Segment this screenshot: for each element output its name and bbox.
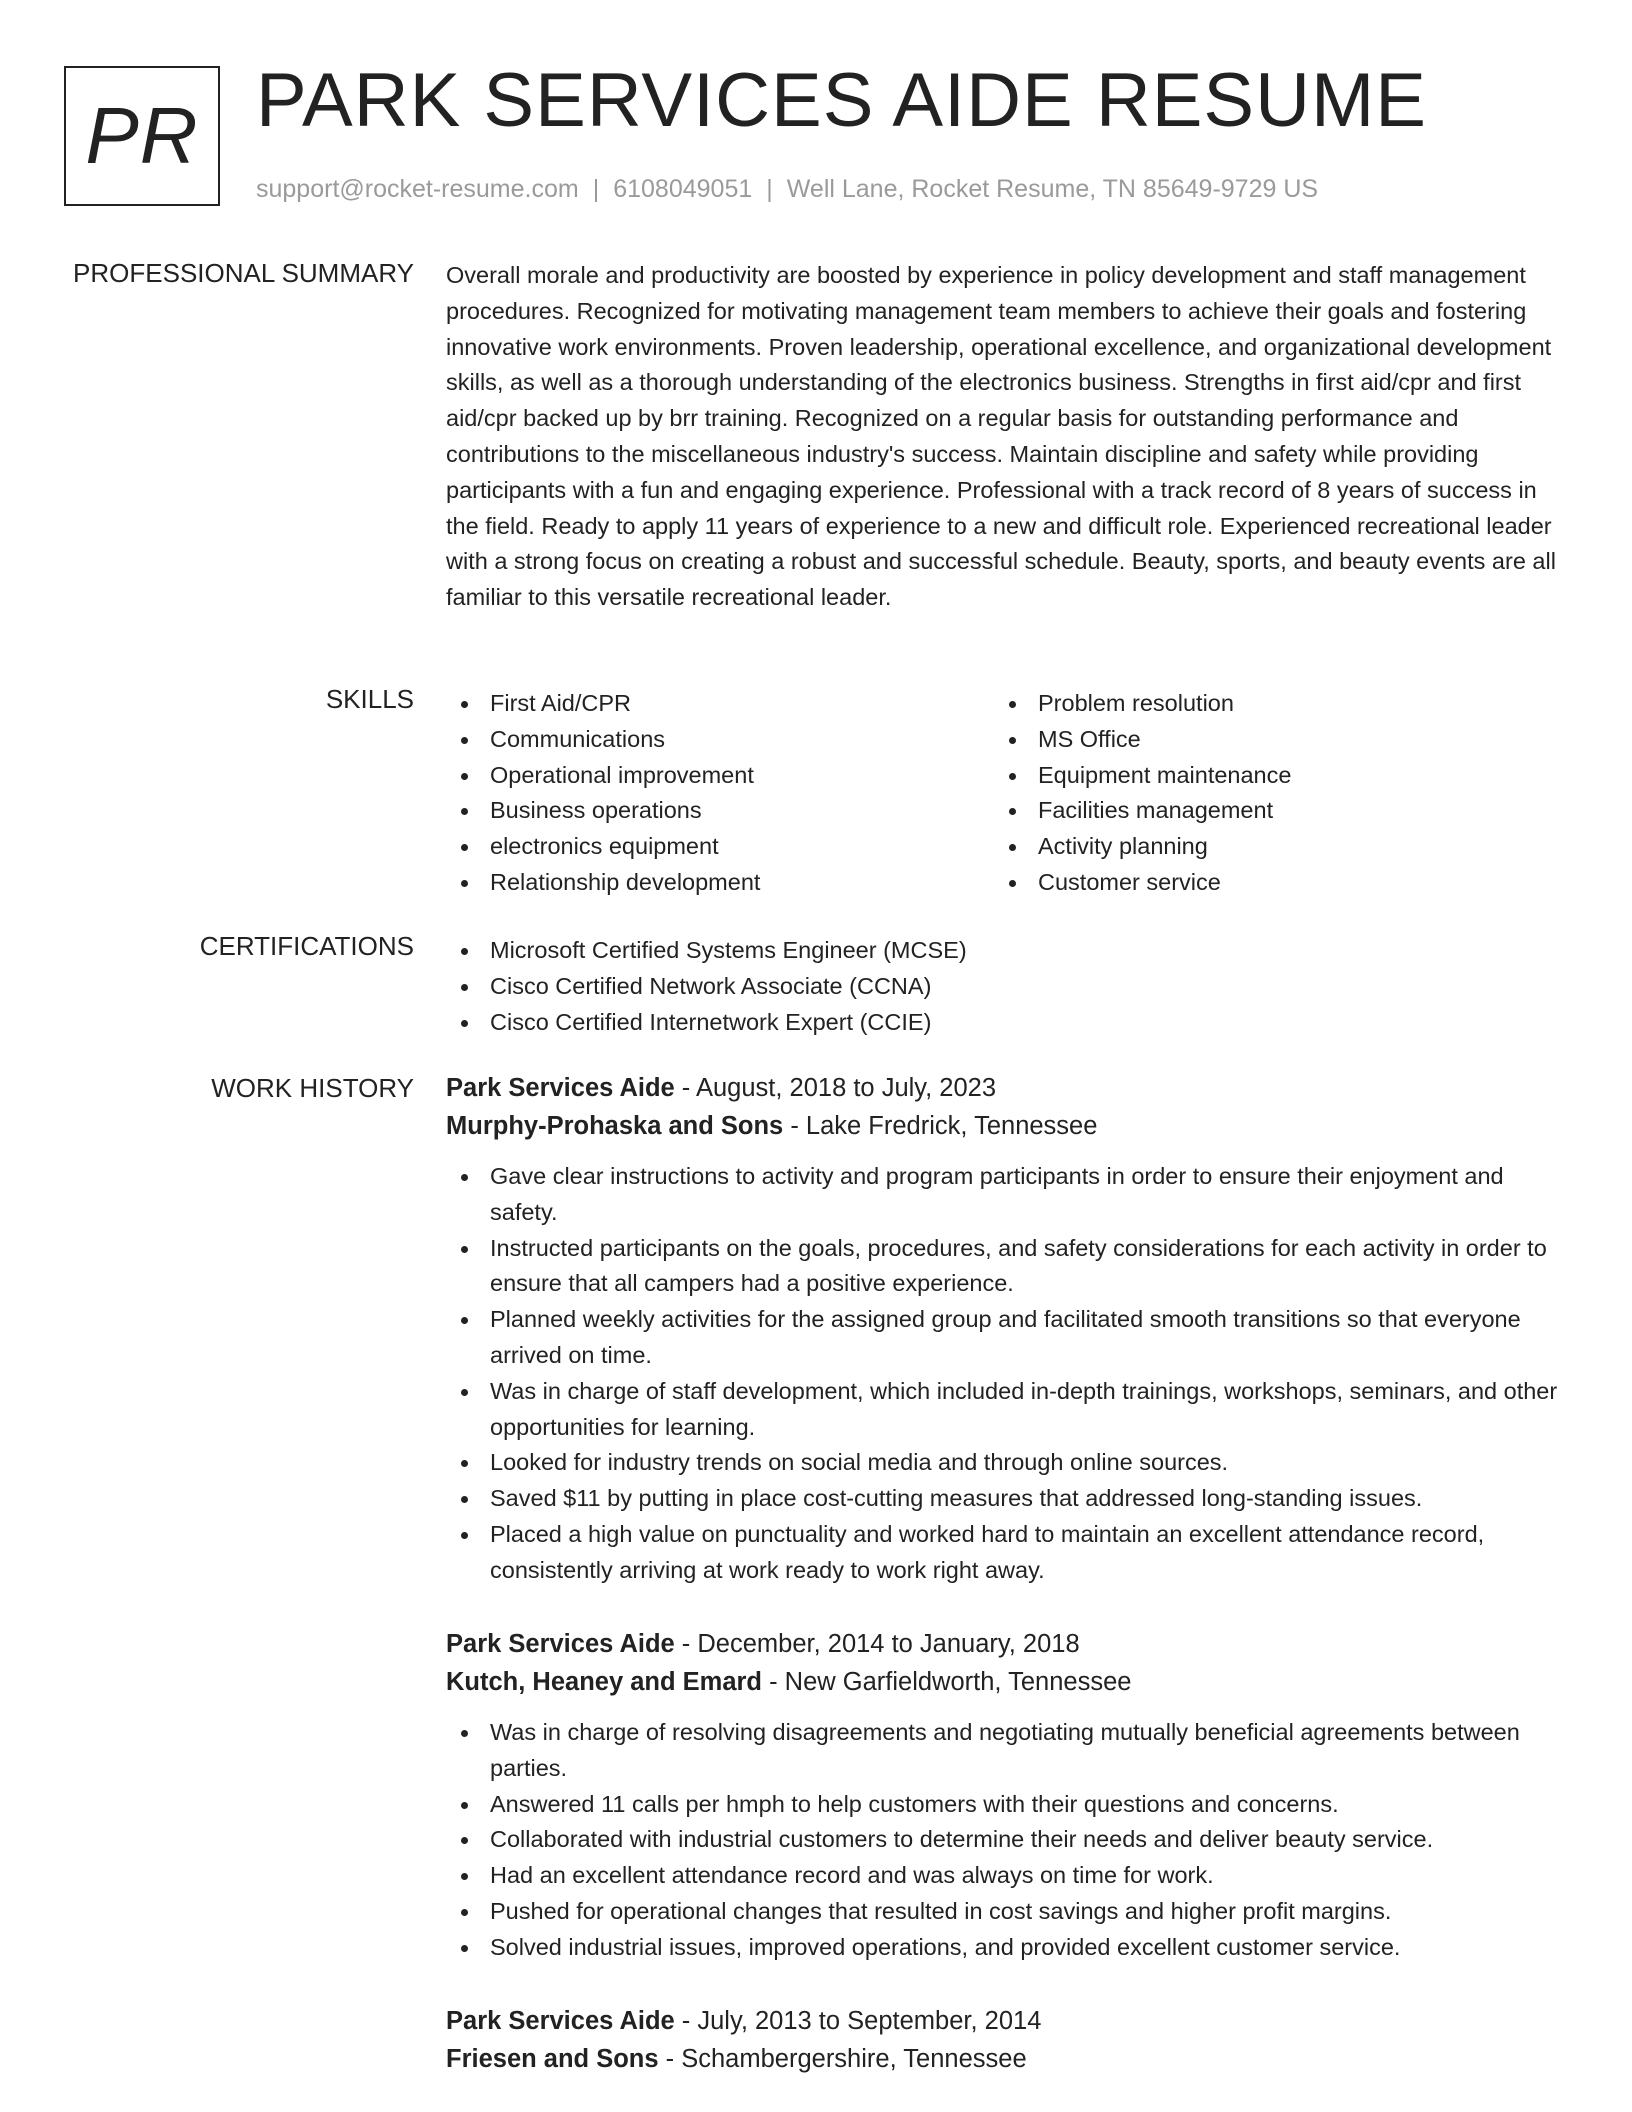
- job-bullet: Instructed participants on the goals, procedures, and safety considerations for each activity in order to ensure that all campers had a positive experience.: [446, 1231, 1558, 1303]
- job-title: Park Services Aide: [446, 1630, 675, 1658]
- certification-item: Cisco Certified Internetwork Expert (CCIE): [446, 1005, 1558, 1041]
- job-bullet: Answered 11 calls per hmph to help customers with their questions and concerns.: [446, 1787, 1558, 1823]
- summary-text: Overall morale and productivity are boosted by experience in policy development and staff management procedures. Recognized for motivating management team members to achieve their goals and fostering innovative work environments. Proven leadership, operational excellence, and organizational development skills, as well as a thorough understanding of the electronics business. Strengths in first aid/cpr and first aid/cpr backed up by brr training. Recognized on a regular basis for outstanding performance and contributions to the miscellaneous industry's success. Maintain discipline and safety while providing participants with a fun and engaging experience. Professional with a track record of 8 years of success in the field. Ready to apply 11 years of experience to a new and difficult role. Experienced recreational leader with a strong focus on creating a robust and successful schedule. Beauty, sports, and beauty events are all familiar to this versatile recreational leader.: [446, 262, 1556, 611]
- job-bullet: Planned weekly activities for the assigned group and facilitated smooth transitions so that everyone arrived on time.: [446, 1302, 1558, 1374]
- job-bullet: Solved industrial issues, improved operations, and provided excellent customer service.: [446, 1930, 1558, 1966]
- job-dates: - July, 2013 to September, 2014: [681, 2007, 1042, 2035]
- contact-phone: 6108049051: [613, 175, 753, 203]
- section-label-skills: SKILLS: [325, 684, 414, 714]
- skills-column-right: [994, 686, 1542, 901]
- skill-item: Customer service: [994, 865, 1542, 901]
- skill-item: MS Office: [994, 722, 1542, 758]
- certifications-bullets: [446, 933, 1558, 1040]
- job-title-line: [446, 2002, 1558, 2040]
- job-location: - New Garfieldworth, Tennessee: [769, 1668, 1132, 1696]
- monogram-badge: [64, 66, 220, 206]
- skill-item: Facilities management: [994, 793, 1542, 829]
- job-company-line: [446, 1663, 1558, 1701]
- skill-item: Relationship development: [446, 865, 994, 901]
- skills-column-left: [446, 686, 994, 901]
- job-dates: - August, 2018 to July, 2023: [681, 1074, 997, 1102]
- certifications-list: [446, 933, 1558, 1040]
- certification-item: Cisco Certified Network Associate (CCNA): [446, 969, 1558, 1005]
- skill-item: electronics equipment: [446, 829, 994, 865]
- certification-item: Microsoft Certified Systems Engineer (MCSE): [446, 933, 1558, 969]
- job-company: Murphy-Prohaska and Sons: [446, 1112, 784, 1140]
- section-label-work-history: WORK HISTORY: [211, 1073, 414, 1103]
- skill-item: Communications: [446, 722, 994, 758]
- job-title-line: [446, 1625, 1558, 1663]
- job-bullet: Was in charge of resolving disagreements and negotiating mutually beneficial agreements between parties.: [446, 1715, 1558, 1787]
- job-bullets: [446, 1159, 1558, 1589]
- skill-item: Equipment maintenance: [994, 758, 1542, 794]
- job-company-line: [446, 1107, 1558, 1145]
- job-entry: [446, 2002, 1558, 2078]
- job-bullet: Placed a high value on punctuality and worked hard to maintain an excellent attendance record, consistently arriving at work ready to work right away.: [446, 1517, 1558, 1589]
- job-bullet: Was in charge of staff development, which included in-depth trainings, workshops, seminars, and other opportunities for learning.: [446, 1374, 1558, 1446]
- skill-item: Problem resolution: [994, 686, 1542, 722]
- contact-separator: |: [592, 175, 600, 203]
- job-location: - Schambergershire, Tennessee: [665, 2045, 1027, 2073]
- job-bullets: [446, 1715, 1558, 1966]
- job-company: Kutch, Heaney and Emard: [446, 1668, 762, 1696]
- contact-email: support@rocket-resume.com: [256, 175, 579, 203]
- job-bullet: Pushed for operational changes that resulted in cost savings and higher profit margins.: [446, 1894, 1558, 1930]
- job-dates: - December, 2014 to January, 2018: [681, 1630, 1080, 1658]
- job-location: - Lake Fredrick, Tennessee: [790, 1112, 1098, 1140]
- job-bullet: Looked for industry trends on social media and through online sources.: [446, 1445, 1558, 1481]
- job-bullet: Saved $11 by putting in place cost-cutting measures that addressed long-standing issues.: [446, 1481, 1558, 1517]
- monogram-text: PR: [85, 91, 199, 180]
- skills-list: [446, 686, 1558, 901]
- contact-address: Well Lane, Rocket Resume, TN 85649-9729 US: [786, 175, 1319, 203]
- job-entry: [446, 1069, 1558, 1589]
- job-company: Friesen and Sons: [446, 2045, 659, 2073]
- section-label-summary: PROFESSIONAL SUMMARY: [73, 258, 414, 288]
- job-title-line: [446, 1069, 1558, 1107]
- section-label-certifications: CERTIFICATIONS: [199, 931, 414, 961]
- job-bullet: Collaborated with industrial customers to determine their needs and deliver beauty service.: [446, 1822, 1558, 1858]
- job-title: Park Services Aide: [446, 2007, 675, 2035]
- job-bullet: Had an excellent attendance record and was always on time for work.: [446, 1858, 1558, 1894]
- contact-separator: |: [766, 175, 773, 203]
- skill-item: Business operations: [446, 793, 994, 829]
- skill-item: Operational improvement: [446, 758, 994, 794]
- job-bullet: Gave clear instructions to activity and program participants in order to ensure their enjoyment and safety.: [446, 1159, 1558, 1231]
- resume-title: PARK SERVICES AIDE RESUME: [256, 58, 1427, 143]
- skill-item: First Aid/CPR: [446, 686, 994, 722]
- skill-item: Activity planning: [994, 829, 1542, 865]
- job-company-line: [446, 2040, 1558, 2078]
- contact-line: [256, 172, 1318, 206]
- job-entry: [446, 1625, 1558, 1966]
- job-title: Park Services Aide: [446, 1074, 675, 1102]
